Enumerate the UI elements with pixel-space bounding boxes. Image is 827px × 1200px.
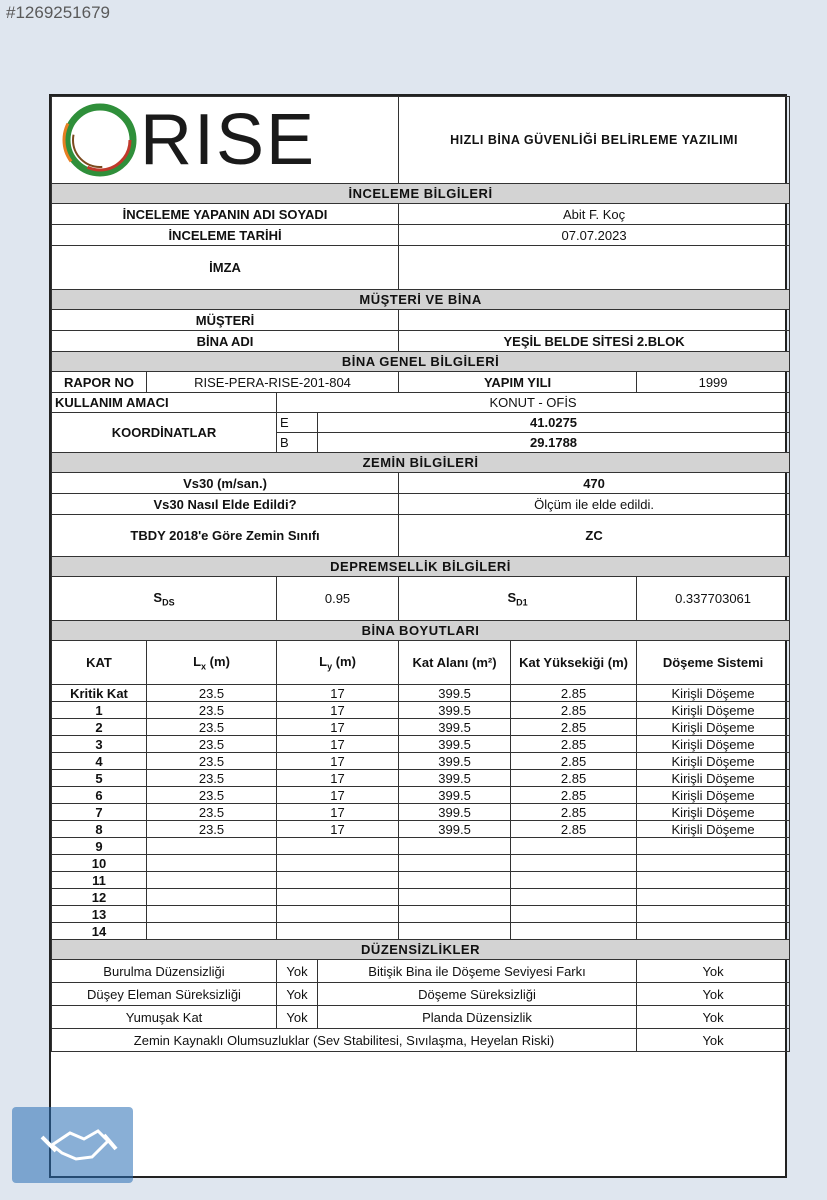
ly-unit: (m) (332, 653, 356, 669)
section-duzensizlikler: DÜZENSİZLİKLER (52, 940, 790, 960)
col-kat: KAT (52, 641, 147, 685)
irreg-left-label: Burulma Düzensizliği (52, 960, 277, 983)
inspector-value: Abit F. Koç (399, 204, 790, 225)
floor-kat: 14 (52, 923, 147, 940)
coord-e-value: 41.0275 (318, 413, 790, 433)
irreg-left-value: Yok (277, 1006, 318, 1029)
year-value: 1999 (637, 372, 790, 393)
floor-ly: 17 (277, 787, 399, 804)
floor-area (399, 906, 511, 923)
floor-height (511, 889, 637, 906)
irregularity-row (52, 960, 790, 983)
year-label: YAPIM YILI (399, 372, 637, 393)
floor-kat: 3 (52, 736, 147, 753)
lx-unit: (m) (206, 653, 230, 669)
irreg-right-label: Bitişik Bina ile Döşeme Seviyesi Farkı (318, 960, 637, 983)
vs30-method-label: Vs30 Nasıl Elde Edildi? (52, 494, 399, 515)
floor-rows (52, 685, 790, 940)
floor-system (637, 838, 790, 855)
lx-main: L (193, 653, 202, 669)
floor-ly (277, 906, 399, 923)
floor-row (52, 804, 790, 821)
floor-row (52, 685, 790, 702)
coord-b-value: 29.1788 (318, 433, 790, 453)
floor-area (399, 923, 511, 940)
floor-area: 399.5 (399, 770, 511, 787)
floor-ly: 17 (277, 719, 399, 736)
irreg-left-label: Yumuşak Kat (52, 1006, 277, 1029)
floor-row (52, 753, 790, 770)
rise-logo (56, 100, 395, 180)
col-ly (277, 641, 399, 685)
floor-area: 399.5 (399, 736, 511, 753)
floor-kat: 7 (52, 804, 147, 821)
floor-kat: 8 (52, 821, 147, 838)
floor-lx (147, 872, 277, 889)
floor-lx: 23.5 (147, 821, 277, 838)
floor-system: Kirişli Döşeme (637, 736, 790, 753)
floor-area: 399.5 (399, 702, 511, 719)
floor-lx: 23.5 (147, 804, 277, 821)
floor-row (52, 702, 790, 719)
irreg-left-label: Düşey Eleman Süreksizliği (52, 983, 277, 1006)
section-deprem: DEPREMSELLİK BİLGİLERİ (52, 557, 790, 577)
date-value: 07.07.2023 (399, 225, 790, 246)
section-inceleme: İNCELEME BİLGİLERİ (52, 184, 790, 204)
floor-area: 399.5 (399, 719, 511, 736)
floor-kat: 9 (52, 838, 147, 855)
col-height: Kat Yüksekiği (m) (511, 641, 637, 685)
building-label: BİNA ADI (52, 331, 399, 352)
sds-sub: DS (162, 597, 175, 608)
floor-lx: 23.5 (147, 787, 277, 804)
floor-height: 2.85 (511, 719, 637, 736)
floor-kat: Kritik Kat (52, 685, 147, 702)
floor-ly: 17 (277, 736, 399, 753)
turyap-logo (12, 1107, 133, 1183)
floor-area (399, 889, 511, 906)
inspector-label: İNCELEME YAPANIN ADI SOYADI (52, 204, 399, 225)
floor-system (637, 923, 790, 940)
floor-lx: 23.5 (147, 770, 277, 787)
ly-sub: y (327, 661, 333, 672)
report-no-value: RISE-PERA-RISE-201-804 (147, 372, 399, 393)
floor-system (637, 906, 790, 923)
floor-row (52, 736, 790, 753)
usage-value: KONUT - OFİS (277, 393, 790, 413)
floor-kat: 12 (52, 889, 147, 906)
floor-ly: 17 (277, 821, 399, 838)
floor-area: 399.5 (399, 787, 511, 804)
floor-ly: 17 (277, 702, 399, 719)
floor-area: 399.5 (399, 821, 511, 838)
floor-row (52, 855, 790, 872)
section-zemin: ZEMİN BİLGİLERİ (52, 453, 790, 473)
floor-system (637, 855, 790, 872)
usage-label: KULLANIM AMACI (52, 393, 277, 413)
floor-row (52, 838, 790, 855)
building-value: YEŞİL BELDE SİTESİ 2.BLOK (399, 331, 790, 352)
floor-kat: 11 (52, 872, 147, 889)
floor-ly (277, 838, 399, 855)
floor-row (52, 821, 790, 838)
handshake-icon (12, 1107, 133, 1183)
floor-height: 2.85 (511, 736, 637, 753)
floor-area: 399.5 (399, 804, 511, 821)
floor-lx: 23.5 (147, 702, 277, 719)
floor-lx: 23.5 (147, 719, 277, 736)
floor-row (52, 872, 790, 889)
floor-lx (147, 855, 277, 872)
irregularity-row (52, 983, 790, 1006)
floor-kat: 4 (52, 753, 147, 770)
soil-class-label: TBDY 2018'e Göre Zemin Sınıfı (52, 515, 399, 557)
floor-ly: 17 (277, 770, 399, 787)
date-label: İNCELEME TARİHİ (52, 225, 399, 246)
floor-height (511, 855, 637, 872)
floor-height: 2.85 (511, 685, 637, 702)
floor-height (511, 923, 637, 940)
floor-area (399, 855, 511, 872)
floor-lx (147, 923, 277, 940)
logo-cell (52, 97, 399, 184)
irreg-right-label: Döşeme Süreksizliği (318, 983, 637, 1006)
floor-row (52, 906, 790, 923)
section-boyutlar: BİNA BOYUTLARI (52, 621, 790, 641)
floor-lx (147, 906, 277, 923)
floor-kat: 10 (52, 855, 147, 872)
floor-height: 2.85 (511, 702, 637, 719)
col-floor-system: Döşeme Sistemi (637, 641, 790, 685)
floor-ly (277, 855, 399, 872)
floor-area (399, 872, 511, 889)
floor-ly: 17 (277, 685, 399, 702)
floor-system: Kirişli Döşeme (637, 702, 790, 719)
floor-height: 2.85 (511, 821, 637, 838)
col-lx (147, 641, 277, 685)
ring-logo-icon (56, 100, 144, 180)
section-genel: BİNA GENEL BİLGİLERİ (52, 352, 790, 372)
floor-system: Kirişli Döşeme (637, 753, 790, 770)
signature-field (399, 246, 790, 290)
sd1-value: 0.337703061 (637, 577, 790, 621)
irreg-left-value: Yok (277, 983, 318, 1006)
floor-height (511, 838, 637, 855)
floor-kat: 13 (52, 906, 147, 923)
floor-lx (147, 838, 277, 855)
sds-main: S (153, 589, 163, 605)
app-title: HIZLI BİNA GÜVENLİĞİ BELİRLEME YAZILIMI (399, 97, 790, 184)
listing-id: #1269251679 (6, 3, 111, 22)
report-no-label: RAPOR NO (52, 372, 147, 393)
floor-area (399, 838, 511, 855)
irregularity-row (52, 1006, 790, 1029)
floor-lx: 23.5 (147, 753, 277, 770)
coord-e-label: E (277, 413, 318, 433)
ly-main: L (319, 653, 328, 669)
floor-row (52, 787, 790, 804)
floor-system: Kirişli Döşeme (637, 770, 790, 787)
floor-row (52, 923, 790, 940)
floor-height (511, 872, 637, 889)
floor-ly: 17 (277, 753, 399, 770)
floor-lx: 23.5 (147, 685, 277, 702)
lx-sub: x (201, 661, 207, 672)
floor-height: 2.85 (511, 753, 637, 770)
section-musteri: MÜŞTERİ VE BİNA (52, 290, 790, 310)
signature-label: İMZA (52, 246, 399, 290)
vs30-value: 470 (399, 473, 790, 494)
floor-ly: 17 (277, 804, 399, 821)
soil-class-value: ZC (399, 515, 790, 557)
floor-row (52, 719, 790, 736)
floor-system: Kirişli Döşeme (637, 804, 790, 821)
floor-system (637, 872, 790, 889)
floor-system: Kirişli Döşeme (637, 787, 790, 804)
sds-label (52, 577, 277, 621)
soil-risk-value: Yok (637, 1029, 790, 1052)
sd1-main: S (507, 589, 517, 605)
floor-system (637, 889, 790, 906)
customer-value (399, 310, 790, 331)
floor-kat: 6 (52, 787, 147, 804)
floor-ly (277, 872, 399, 889)
sd1-label (399, 577, 637, 621)
floor-system: Kirişli Döşeme (637, 821, 790, 838)
sds-value: 0.95 (277, 577, 399, 621)
report-table (51, 96, 790, 1052)
floor-kat: 5 (52, 770, 147, 787)
floor-row (52, 889, 790, 906)
floor-height: 2.85 (511, 770, 637, 787)
floor-kat: 2 (52, 719, 147, 736)
irreg-right-label: Planda Düzensizlik (318, 1006, 637, 1029)
floor-system: Kirişli Döşeme (637, 685, 790, 702)
irreg-right-value: Yok (637, 1006, 790, 1029)
floor-height: 2.85 (511, 804, 637, 821)
floor-area: 399.5 (399, 753, 511, 770)
logo-text: RISE (140, 100, 317, 180)
vs30-method-value: Ölçüm ile elde edildi. (399, 494, 790, 515)
report-form (49, 94, 787, 1178)
floor-height: 2.85 (511, 787, 637, 804)
floor-ly (277, 923, 399, 940)
floor-height (511, 906, 637, 923)
col-area: Kat Alanı (m²) (399, 641, 511, 685)
floor-row (52, 770, 790, 787)
floor-ly (277, 889, 399, 906)
vs30-label: Vs30 (m/san.) (52, 473, 399, 494)
coord-b-label: B (277, 433, 318, 453)
customer-label: MÜŞTERİ (52, 310, 399, 331)
floor-lx: 23.5 (147, 736, 277, 753)
irreg-right-value: Yok (637, 983, 790, 1006)
floor-lx (147, 889, 277, 906)
soil-risk-label: Zemin Kaynaklı Olumsuzluklar (Sev Stabilitesi, Sıvılaşma, Heyelan Riski) (52, 1029, 637, 1052)
floor-area: 399.5 (399, 685, 511, 702)
floor-kat: 1 (52, 702, 147, 719)
irreg-right-value: Yok (637, 960, 790, 983)
sd1-sub: D1 (516, 597, 528, 608)
floor-system: Kirişli Döşeme (637, 719, 790, 736)
irreg-left-value: Yok (277, 960, 318, 983)
coords-label: KOORDİNATLAR (52, 413, 277, 453)
irregularity-rows (52, 960, 790, 1029)
